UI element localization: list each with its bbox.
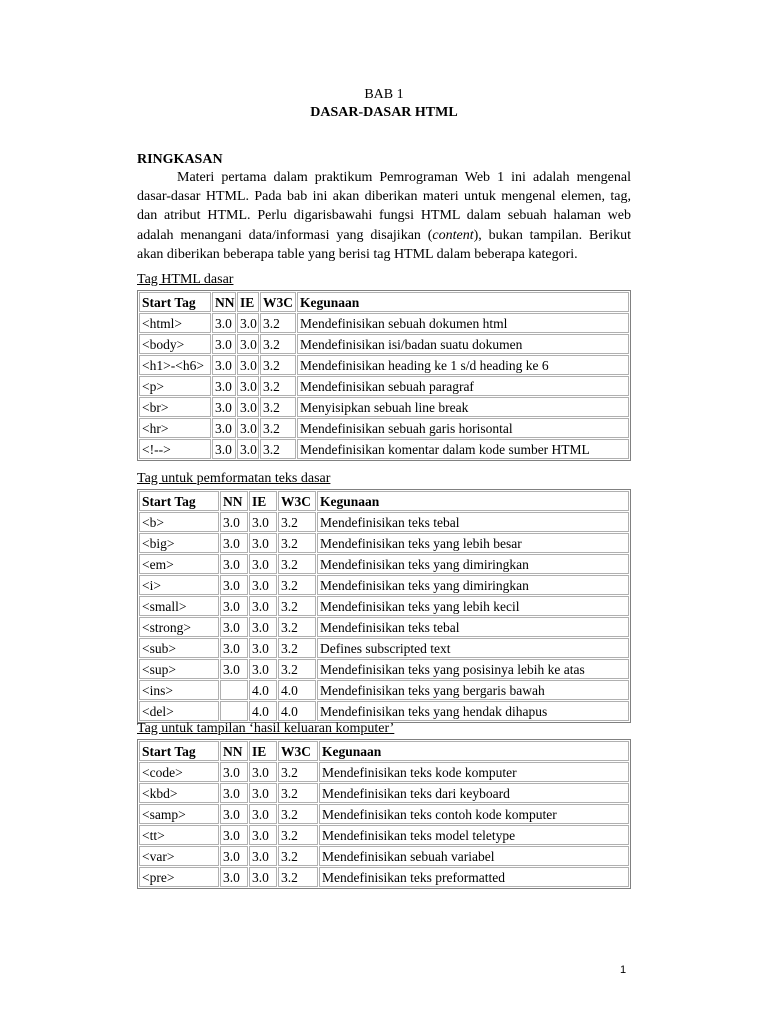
table-cell: 3.2 (278, 783, 318, 803)
table-row (139, 376, 629, 396)
table-cell: Mendefinisikan komentar dalam kode sumber HTML (297, 439, 629, 459)
table-cell: <small> (139, 596, 219, 616)
summary-paragraph (137, 168, 631, 264)
table-cell: 3.0 (220, 554, 248, 574)
table-row (139, 659, 629, 679)
column-header: W3C (260, 292, 296, 312)
page-number: 1 (620, 964, 627, 976)
table-row (139, 596, 629, 616)
table-cell: <hr> (139, 418, 211, 438)
table-cell: 3.0 (249, 533, 277, 553)
table-row (139, 638, 629, 658)
table-header-row (139, 741, 629, 761)
table-cell: 3.2 (278, 512, 316, 532)
table-row (139, 762, 629, 782)
table-row (139, 554, 629, 574)
table-cell: 3.2 (278, 617, 316, 637)
table-cell: <body> (139, 334, 211, 354)
table-caption-text-formatting: Tag untuk pemformatan teks dasar (137, 471, 331, 486)
table-cell: 3.0 (220, 617, 248, 637)
table-cell: 3.0 (220, 804, 248, 824)
table-cell: 4.0 (278, 680, 316, 700)
table-row (139, 846, 629, 866)
table-cell: 3.0 (249, 512, 277, 532)
table-cell: 3.0 (249, 804, 277, 824)
table-row (139, 680, 629, 700)
column-header: NN (220, 741, 248, 761)
table-cell: 3.0 (212, 313, 236, 333)
table-cell (220, 701, 248, 721)
table-cell: 3.2 (260, 313, 296, 333)
summary-text-before: Materi pertama dalam praktikum Pemrograman Web 1 ini adalah mengenal dasar-dasar HTML. Pada bab ini akan diberikan materi untuk mengenal elemen, tag, dan atribut HTML. Perlu digarisbawahi fungsi HTML dalam sebuah halaman web adalah menangani data/informasi yang disajikan ( (137, 170, 631, 243)
table-cell: 3.0 (212, 355, 236, 375)
table-computer-output (137, 739, 631, 889)
table-row (139, 701, 629, 721)
table-cell: 3.2 (278, 825, 318, 845)
table-cell: 3.0 (212, 334, 236, 354)
table-cell: Mendefinisikan teks contoh kode komputer (319, 804, 629, 824)
table-cell: 4.0 (249, 680, 277, 700)
table-cell: 3.0 (220, 596, 248, 616)
table-cell: 3.0 (237, 376, 259, 396)
column-header: W3C (278, 741, 318, 761)
table-cell: 3.0 (249, 846, 277, 866)
table-cell: 3.0 (220, 867, 248, 887)
table-row (139, 825, 629, 845)
summary-text-italic: content (432, 227, 474, 243)
table-cell: Mendefinisikan teks dari keyboard (319, 783, 629, 803)
table-cell: 3.2 (278, 554, 316, 574)
table-cell: <big> (139, 533, 219, 553)
table-cell: 3.0 (249, 659, 277, 679)
table-cell: 3.2 (260, 376, 296, 396)
table-cell: 3.0 (237, 397, 259, 417)
table-cell: Mendefinisikan teks tebal (317, 512, 629, 532)
table-cell: 3.2 (278, 596, 316, 616)
table-row (139, 575, 629, 595)
table-cell: 3.0 (220, 846, 248, 866)
table-cell: 3.2 (278, 638, 316, 658)
table-cell: 3.0 (237, 313, 259, 333)
table-cell: Mendefinisikan teks kode komputer (319, 762, 629, 782)
table-cell: 3.0 (249, 575, 277, 595)
table-cell: 3.0 (220, 659, 248, 679)
table-cell: 3.2 (278, 533, 316, 553)
table-cell: 4.0 (249, 701, 277, 721)
column-header: Start Tag (139, 741, 219, 761)
table-cell: <sup> (139, 659, 219, 679)
summary-heading: RINGKASAN (137, 152, 223, 167)
table-cell: 3.0 (220, 512, 248, 532)
table-cell: Mendefinisikan teks tebal (317, 617, 629, 637)
column-header: NN (220, 491, 248, 511)
table-cell: 3.0 (249, 825, 277, 845)
table-row (139, 867, 629, 887)
table-cell: 3.0 (220, 783, 248, 803)
table-cell: Mendefinisikan heading ke 1 s/d heading ke 6 (297, 355, 629, 375)
table-cell: 3.0 (249, 596, 277, 616)
table-cell: <tt> (139, 825, 219, 845)
table-cell: 3.0 (249, 617, 277, 637)
column-header: W3C (278, 491, 316, 511)
table-cell: 4.0 (278, 701, 316, 721)
chapter-label: BAB 1 (364, 87, 404, 102)
table-cell: <sub> (139, 638, 219, 658)
table-cell: Defines subscripted text (317, 638, 629, 658)
table-cell: 3.2 (278, 659, 316, 679)
table-cell: 3.0 (212, 418, 236, 438)
table-cell: <em> (139, 554, 219, 574)
table-row (139, 334, 629, 354)
column-header: IE (249, 491, 277, 511)
column-header: NN (212, 292, 236, 312)
table-cell: <!--> (139, 439, 211, 459)
column-header: IE (237, 292, 259, 312)
table-cell: <ins> (139, 680, 219, 700)
table-header-row (139, 491, 629, 511)
table-cell: 3.0 (220, 762, 248, 782)
table-row (139, 617, 629, 637)
table-cell: Mendefinisikan teks yang posisinya lebih ke atas (317, 659, 629, 679)
table-cell: Mendefinisikan isi/badan suatu dokumen (297, 334, 629, 354)
column-header: Kegunaan (297, 292, 629, 312)
chapter-title: DASAR-DASAR HTML (310, 105, 458, 120)
table-cell: <h1>-<h6> (139, 355, 211, 375)
table-cell: 3.0 (249, 762, 277, 782)
table-cell: 3.0 (220, 533, 248, 553)
table-cell: <samp> (139, 804, 219, 824)
table-caption-basic-tags: Tag HTML dasar (137, 272, 234, 287)
table-row (139, 355, 629, 375)
table-cell: <html> (139, 313, 211, 333)
table-row (139, 397, 629, 417)
table-cell: <kbd> (139, 783, 219, 803)
table-cell: 3.0 (237, 418, 259, 438)
table-row (139, 313, 629, 333)
table-caption-computer-output: Tag untuk tampilan ‘hasil keluaran komputer’ (137, 721, 395, 736)
table-cell: 3.2 (278, 575, 316, 595)
column-header: Kegunaan (317, 491, 629, 511)
table-cell: 3.0 (220, 575, 248, 595)
table-cell: Mendefinisikan sebuah garis horisontal (297, 418, 629, 438)
table-basic-tags (137, 290, 631, 461)
column-header: Start Tag (139, 491, 219, 511)
table-cell: Mendefinisikan sebuah dokumen html (297, 313, 629, 333)
table-cell: Mendefinisikan sebuah variabel (319, 846, 629, 866)
table-text-formatting (137, 489, 631, 723)
table-cell: <br> (139, 397, 211, 417)
table-cell: 3.2 (278, 846, 318, 866)
table-cell: 3.2 (278, 867, 318, 887)
table-cell: 3.0 (237, 355, 259, 375)
column-header: Kegunaan (319, 741, 629, 761)
table-row (139, 783, 629, 803)
table-cell: <strong> (139, 617, 219, 637)
table-cell: Mendefinisikan sebuah paragraf (297, 376, 629, 396)
table-row (139, 439, 629, 459)
table-cell: 3.0 (249, 783, 277, 803)
table-row (139, 418, 629, 438)
table-cell: <pre> (139, 867, 219, 887)
table-cell: Mendefinisikan teks yang dimiringkan (317, 554, 629, 574)
table-cell (220, 680, 248, 700)
table-cell: Mendefinisikan teks preformatted (319, 867, 629, 887)
table-cell: Mendefinisikan teks yang hendak dihapus (317, 701, 629, 721)
column-header: IE (249, 741, 277, 761)
column-header: Start Tag (139, 292, 211, 312)
table-cell: 3.2 (278, 804, 318, 824)
table-cell: Menyisipkan sebuah line break (297, 397, 629, 417)
table-cell: 3.0 (220, 825, 248, 845)
table-cell: 3.0 (237, 334, 259, 354)
table-cell: Mendefinisikan teks yang dimiringkan (317, 575, 629, 595)
table-cell: <p> (139, 376, 211, 396)
table-cell: 3.2 (260, 397, 296, 417)
table-cell: 3.0 (249, 554, 277, 574)
table-cell: 3.2 (278, 762, 318, 782)
table-cell: <var> (139, 846, 219, 866)
table-cell: <code> (139, 762, 219, 782)
table-cell: Mendefinisikan teks yang bergaris bawah (317, 680, 629, 700)
table-cell: Mendefinisikan teks yang lebih besar (317, 533, 629, 553)
table-cell: Mendefinisikan teks yang lebih kecil (317, 596, 629, 616)
table-cell: 3.0 (220, 638, 248, 658)
table-cell: 3.0 (249, 638, 277, 658)
table-cell: 3.2 (260, 418, 296, 438)
table-cell: 3.0 (212, 376, 236, 396)
table-cell: Mendefinisikan teks model teletype (319, 825, 629, 845)
table-row (139, 512, 629, 532)
table-row (139, 804, 629, 824)
table-cell: 3.0 (212, 439, 236, 459)
table-cell: 3.2 (260, 355, 296, 375)
table-cell: 3.0 (249, 867, 277, 887)
table-header-row (139, 292, 629, 312)
table-cell: <b> (139, 512, 219, 532)
table-cell: 3.0 (237, 439, 259, 459)
table-cell: 3.0 (212, 397, 236, 417)
summary-text-after: ), bukan tampilan. Berikut akan diberikan beberapa table yang berisi tag HTML dalam beberapa kategori. (137, 227, 631, 262)
table-cell: 3.2 (260, 439, 296, 459)
table-cell: 3.2 (260, 334, 296, 354)
table-cell: <del> (139, 701, 219, 721)
table-row (139, 533, 629, 553)
table-cell: <i> (139, 575, 219, 595)
